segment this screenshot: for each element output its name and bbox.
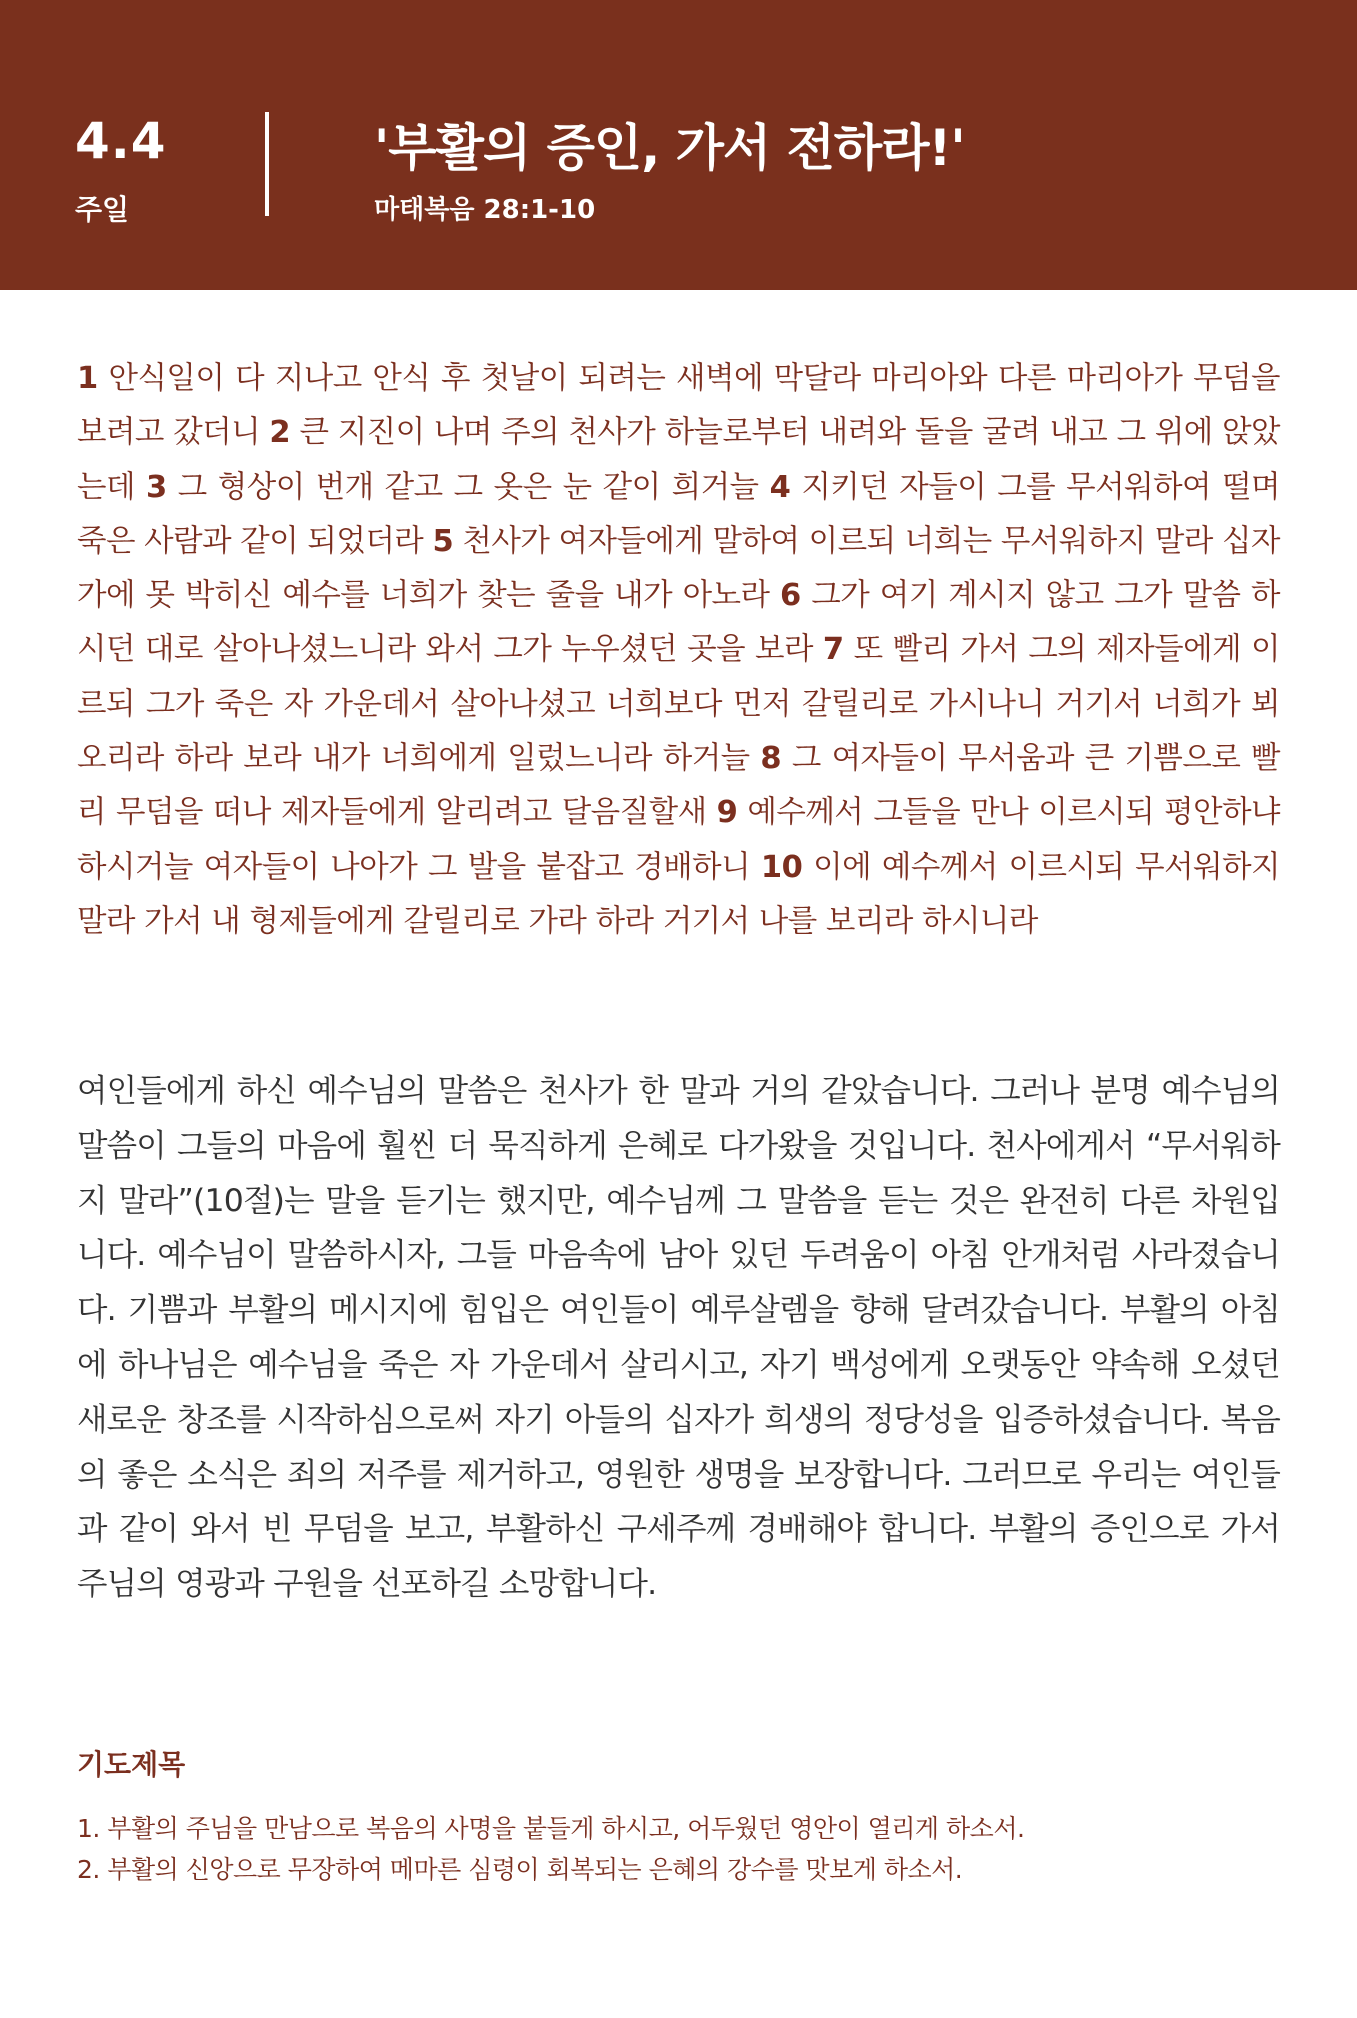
verse-text: 이에 예수께서 이르시되 무서워하지 말라 가서 내 형제들에게 갈릴리로 가라 하라 거기서 나를 보리라 하시니라 <box>77 849 1280 939</box>
verse-number: 7 <box>822 632 844 668</box>
verse <box>146 470 770 505</box>
verse-number: 6 <box>780 578 801 614</box>
scripture-reference: 마태복음 28:1-10 <box>374 195 596 225</box>
scripture-passage <box>77 352 1280 949</box>
verse-number: 2 <box>269 415 291 451</box>
meditation-text: 여인들에게 하신 예수님의 말씀은 천사가 한 말과 거의 같았습니다. 그러나 분명 예수님의 말씀이 그들의 마음에 훨씬 더 묵직하게 은혜로 다가왔을 것입니다. 천사에게서 “무서워하지 말라”(10절)는 말을 듣기는 했지만, 예수님께 그 말씀을 듣는 것은 완전히 다른 차원입니다. 예수님이 말씀하시자, 그들 마음속에 남아 있던 두려움이 아침 안개처럼 사라졌습니다. 기쁨과 부활의 메시지에 힘입은 여인들이 예루살렘을 향해 달려갔습니다. 부활의 아침에 하나님은 예수님을 죽은 자 가운데서 살리시고, 자기 백성에게 오랫동안 약속해 오셨던 새로운 창조를 시작하심으로써 자기 아들의 십자가 희생의 정당성을 입증하셨습니다. 복음의 좋은 소식은 죄의 저주를 제거하고, 영원한 생명을 보장합니다. 그러므로 우리는 여인들과 같이 와서 빈 무덤을 보고, 부활하신 구세주께 경배해야 합니다. 부활의 증인으로 가서 주님의 영광과 구원을 선포하길 소망합니다. <box>77 1073 1280 1603</box>
verse-text: 천사가 여자들에게 말하여 이르되 너희는 무서워하지 말라 십자가에 못 박히신 예수를 너희가 찾는 줄을 내가 아노라 <box>77 523 1280 614</box>
prayer-heading: 기도제목 <box>77 1748 186 1781</box>
day-label: 주일 <box>75 193 130 226</box>
verse-text: 그 형상이 번개 같고 그 옷은 눈 같이 희거늘 <box>177 469 759 505</box>
header-banner <box>0 0 1357 290</box>
prayer-item: 2. 부활의 신앙으로 무장하여 메마른 심령이 회복되는 은혜의 강수를 맛보게 하소서. <box>77 1855 963 1884</box>
verse-text: 또 빨리 가서 그의 제자들에게 이르되 그가 죽은 자 가운데서 살아나셨고 너희보다 먼저 갈릴리로 가시나니 거기서 너희가 뵈오리라 하라 보라 내가 너희에게 일렀느니라 하거늘 <box>77 632 1281 777</box>
page-title: '부활의 증인, 가서 전하라!' <box>374 119 965 177</box>
prayer-list <box>77 1808 1280 1890</box>
verse-text: 지키던 자들이 그를 무서워하여 떨며 죽은 사람과 같이 되었더라 <box>77 469 1280 559</box>
verse-number: 9 <box>716 795 738 831</box>
verse-text: 그가 여기 계시지 않고 그가 말씀 하시던 대로 살아나셨느니라 와서 그가 누우셨던 곳을 보라 <box>77 578 1281 668</box>
prayer-item: 1. 부활의 주님을 만남으로 복음의 사명을 붙들게 하시고, 어두웠던 영안이 열리게 하소서. <box>77 1814 1025 1843</box>
verse-number: 3 <box>145 469 167 505</box>
verse-text: 큰 지진이 나며 주의 천사가 하늘로부터 내려와 돌을 굴려 내고 그 위에 앉았는데 <box>77 415 1280 505</box>
verse-text: 그 여자들이 무서움과 큰 기쁨으로 빨리 무덤을 떠나 제자들에게 알리려고 달음질할새 <box>77 741 1280 831</box>
verse-number: 8 <box>760 741 782 777</box>
verse-text: 예수께서 그들을 만나 이르시되 평안하냐 하시거늘 여자들이 나아가 그 발을 붙잡고 경배하니 <box>77 795 1280 885</box>
date-label: 4.4 <box>75 112 167 170</box>
verse-number: 4 <box>769 469 791 505</box>
verse-number: 5 <box>432 523 454 559</box>
verse-number: 10 <box>760 849 803 885</box>
verse-text: 안식일이 다 지나고 안식 후 첫날이 되려는 새벽에 막달라 마리아와 다른 마리아가 무덤을 보려고 갔더니 <box>77 361 1280 451</box>
verse-number: 1 <box>77 361 98 396</box>
header-divider <box>265 112 269 216</box>
